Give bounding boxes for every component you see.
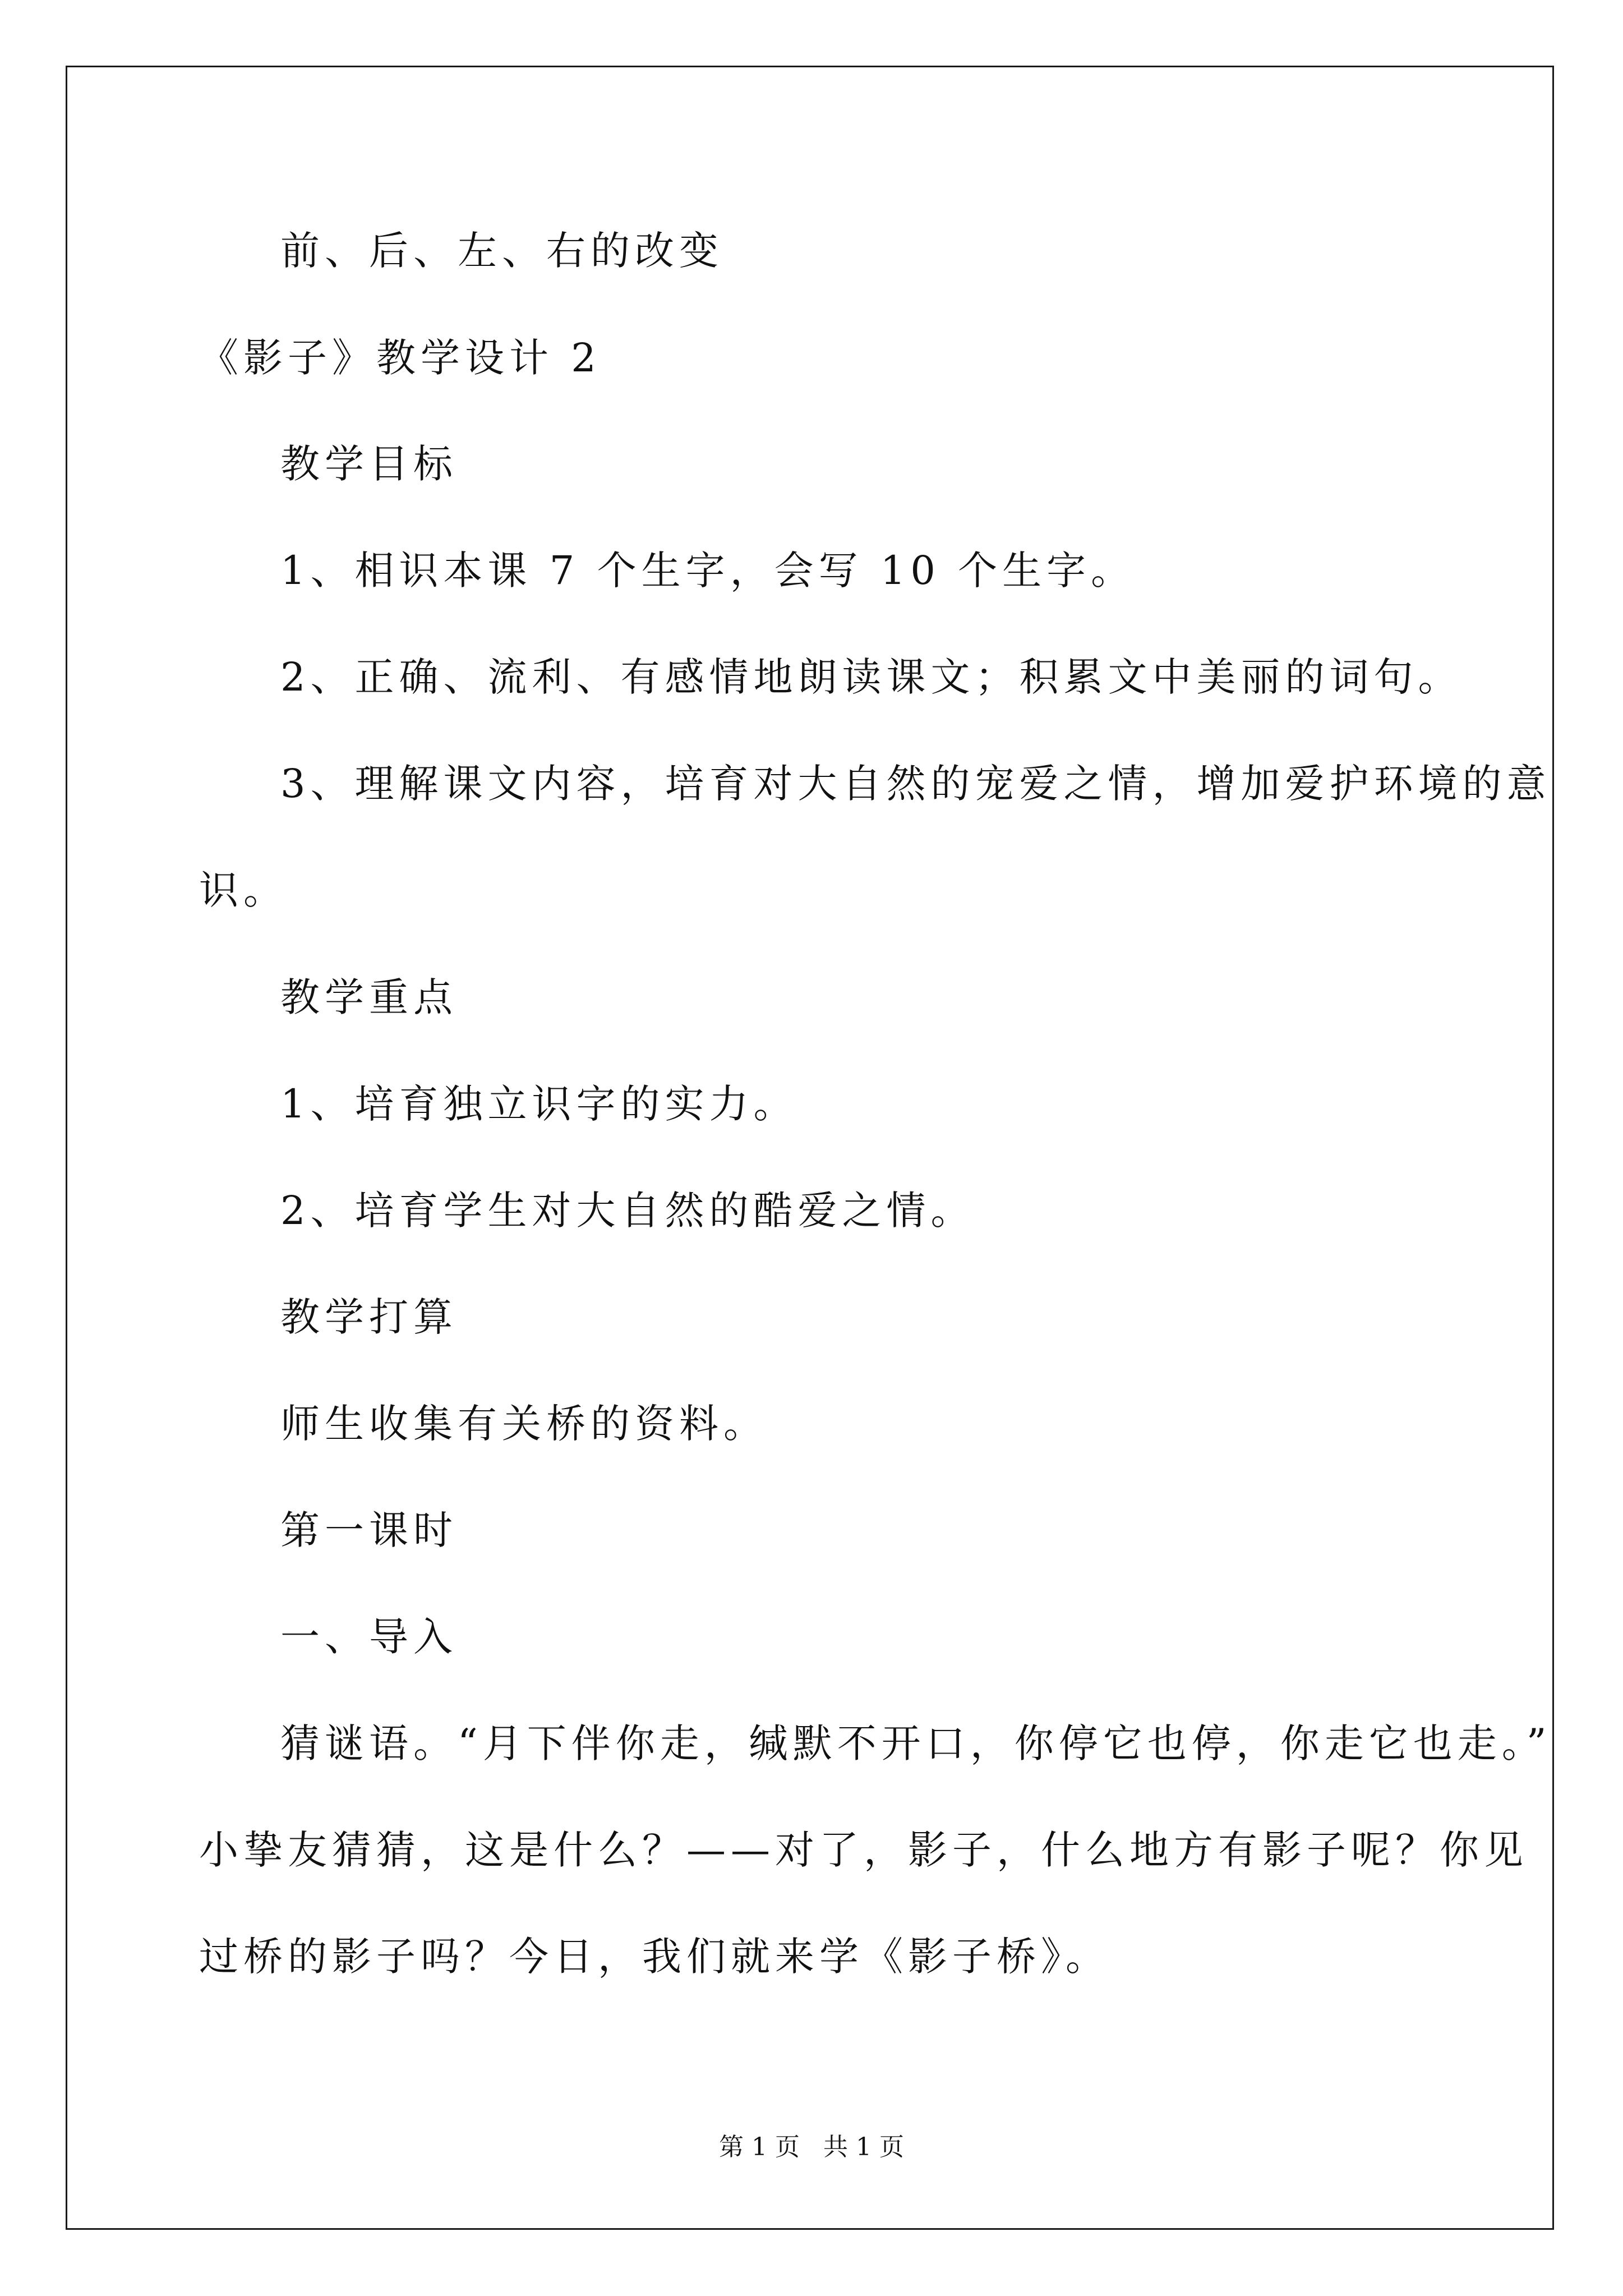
paragraph-line: 识。: [199, 867, 288, 913]
subheading: 一、导入: [280, 1614, 458, 1660]
section-heading: 《影子》教学设计 2: [199, 335, 601, 381]
paragraph-line: 3、理解课文内容，培育对大自然的宠爱之情，增加爱护环境的意: [280, 761, 1551, 807]
paragraph-line: 师生收集有关桥的资料。: [280, 1401, 768, 1447]
paragraph-line: 小挚友猜猜，这是什么？——对了，影子，什么地方有影子呢？你见: [199, 1827, 1528, 1873]
paragraph-line: 2、正确、流利、有感情地朗读课文；积累文中美丽的词句。: [280, 654, 1463, 700]
subheading: 教学打算: [280, 1294, 458, 1340]
paragraph-line: 2、培育学生对大自然的酷爱之情。: [280, 1188, 975, 1234]
paragraph-line: 1、相识本课 7 个生字，会写 10 个生字。: [280, 547, 1136, 593]
paragraph-line: 1、培育独立识字的实力。: [280, 1081, 798, 1127]
subheading: 第一课时: [280, 1507, 458, 1553]
subheading: 教学重点: [280, 974, 458, 1020]
paragraph-line: 前、后、左、右的改变: [280, 228, 723, 274]
page-footer: 第 1 页 共 1 页: [719, 2133, 904, 2161]
paragraph-line: 猜谜语。“月下伴你走，缄默不开口，你停它也停，你走它也走。”: [280, 1720, 1552, 1766]
subheading: 教学目标: [280, 441, 458, 487]
paragraph-line: 过桥的影子吗？今日，我们就来学《影子桥》。: [199, 1934, 1110, 1980]
